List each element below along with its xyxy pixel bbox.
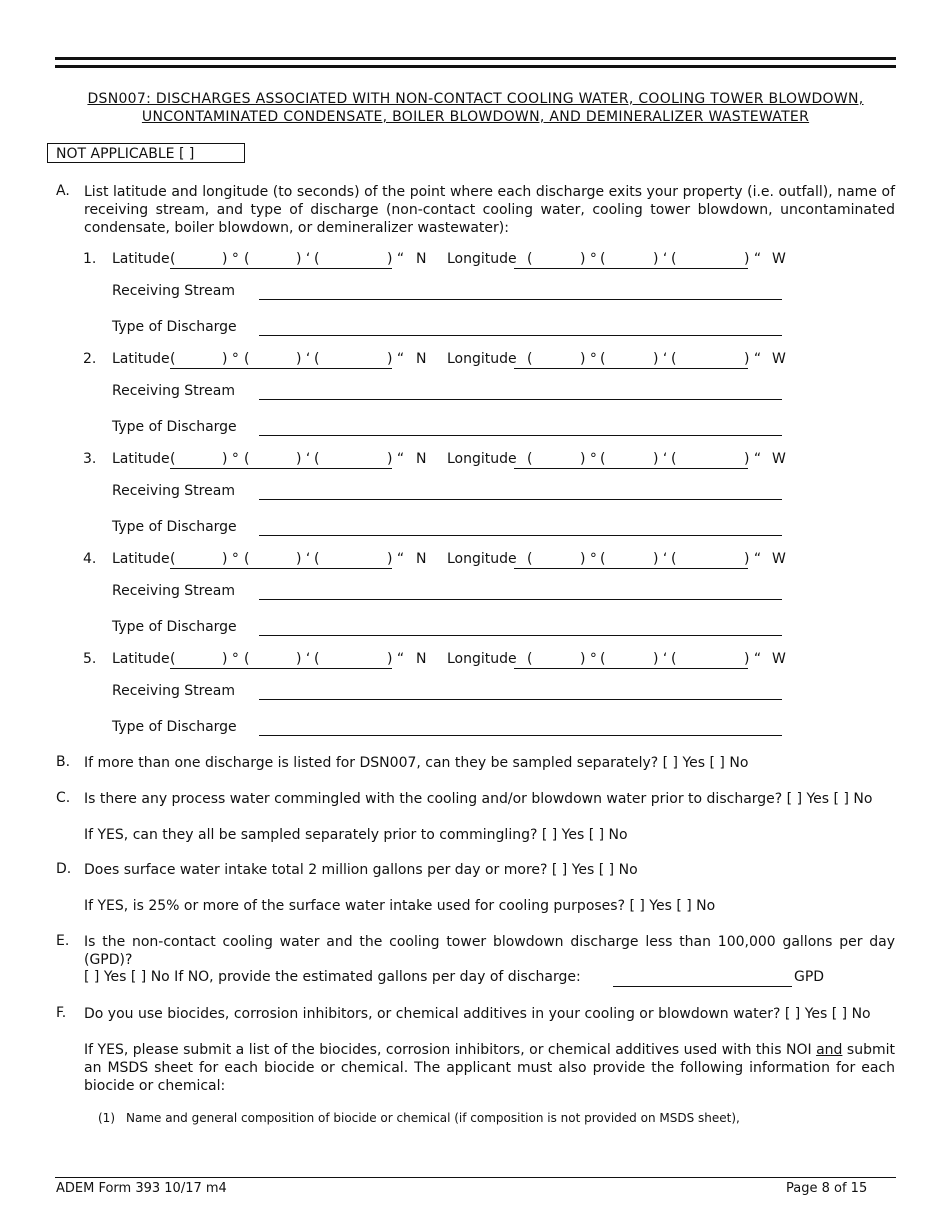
latitude-sec-open: ( [314,251,320,267]
latitude-input-line[interactable] [170,568,392,569]
type-of-discharge-label: Type of Discharge [112,519,237,535]
latitude-min-open: ( [244,351,250,367]
section-f-letter: F. [56,1005,67,1021]
longitude-w: W [772,651,786,667]
latitude-sec-close: ) “ [387,551,405,567]
type-of-discharge-label: Type of Discharge [112,419,237,435]
longitude-min-open: ( [600,651,606,667]
type-of-discharge-input-line[interactable] [259,335,782,336]
longitude-w: W [772,351,786,367]
longitude-sec-open: ( [671,251,677,267]
section-f-question[interactable]: Do you use biocides, corrosion inhibitors, or chemical additives in your cooling or blowdown water? [ ] Yes [ ] No [84,1006,871,1022]
latitude-sec-close: ) “ [387,351,405,367]
longitude-label: Longitude [447,451,517,467]
longitude-min-close: ) ‘ [653,551,668,567]
type-of-discharge-input-line[interactable] [259,435,782,436]
latitude-sec-close: ) “ [387,651,405,667]
latitude-min-close: ) ‘ [296,551,311,567]
section-d-question[interactable]: Does surface water intake total 2 million gallons per day or more? [ ] Yes [ ] No [84,862,638,878]
gpd-input-line[interactable] [613,986,792,987]
latitude-deg-open: ( [170,351,176,367]
longitude-deg-open: ( [527,251,533,267]
gpd-label: GPD [794,969,825,985]
section-b-letter: B. [56,754,71,770]
section-f-instr-and: and [816,1042,843,1058]
longitude-w: W [772,251,786,267]
longitude-min-close: ) ‘ [653,251,668,267]
longitude-sec-close: ) “ [744,451,762,467]
latitude-deg-open: ( [170,551,176,567]
longitude-deg-open: ( [527,551,533,567]
type-of-discharge-label: Type of Discharge [112,619,237,635]
section-c-letter: C. [56,790,71,806]
longitude-sec-open: ( [671,551,677,567]
latitude-n: N [416,351,427,367]
section-a-text: List latitude and longitude (to seconds) of the point where each discharge exits your property (i.e. outfall), name of receiving stream, and type of discharge (non-contact cooling water, cooling tower blowdown, uncontaminated condensate, boiler blowdown, or demineralizer wastewater): [84,184,895,236]
section-a-letter: A. [56,183,70,199]
latitude-min-close: ) ‘ [296,651,311,667]
latitude-min-open: ( [244,451,250,467]
longitude-deg-open: ( [527,451,533,467]
section-header [55,90,896,126]
latitude-label: Latitude [112,551,170,567]
latitude-deg-close: ) ° [222,451,239,467]
discharge-item-number: 4. [83,551,97,567]
section-e-letter: E. [56,933,70,949]
header-line-2: UNCONTAMINATED CONDENSATE, BOILER BLOWDOWN, AND DEMINERALIZER WASTEWATER [141,109,810,125]
longitude-sec-close: ) “ [744,251,762,267]
longitude-label: Longitude [447,351,517,367]
latitude-n: N [416,551,427,567]
section-d-letter: D. [56,861,72,877]
section-d-subquestion[interactable]: If YES, is 25% or more of the surface water intake used for cooling purposes? [ ] Yes [ ] No [84,898,716,914]
type-of-discharge-input-line[interactable] [259,635,782,636]
latitude-n: N [416,451,427,467]
latitude-deg-close: ) ° [222,651,239,667]
latitude-deg-open: ( [170,251,176,267]
receiving-stream-input-line[interactable] [259,299,782,300]
longitude-deg-close: ) ° [580,351,597,367]
section-f-item-1-num: (1) [98,1111,115,1125]
longitude-deg-close: ) ° [580,651,597,667]
footer-page-number: Page 8 of 15 [786,1181,868,1196]
longitude-min-close: ) ‘ [653,351,668,367]
latitude-label: Latitude [112,651,170,667]
type-of-discharge-label: Type of Discharge [112,719,237,735]
longitude-label: Longitude [447,651,517,667]
latitude-sec-close: ) “ [387,251,405,267]
latitude-n: N [416,651,427,667]
receiving-stream-label: Receiving Stream [112,383,235,399]
longitude-sec-close: ) “ [744,651,762,667]
receiving-stream-label: Receiving Stream [112,283,235,299]
longitude-deg-open: ( [527,351,533,367]
longitude-deg-close: ) ° [580,551,597,567]
longitude-min-open: ( [600,351,606,367]
latitude-input-line[interactable] [170,268,392,269]
longitude-w: W [772,451,786,467]
latitude-deg-close: ) ° [222,351,239,367]
section-e-subquestion[interactable]: [ ] Yes [ ] No If NO, provide the estimated gallons per day of discharge: [84,969,581,985]
section-e-question: Is the non-contact cooling water and the cooling tower blowdown discharge less than 100,000 gallons per day (GPD)? [84,934,895,968]
longitude-input-line[interactable] [514,468,748,469]
longitude-sec-close: ) “ [744,351,762,367]
longitude-w: W [772,551,786,567]
longitude-label: Longitude [447,251,517,267]
latitude-sec-open: ( [314,451,320,467]
receiving-stream-input-line[interactable] [259,699,782,700]
latitude-min-close: ) ‘ [296,351,311,367]
section-f-item-1: Name and general composition of biocide or chemical (if composition is not provided on MSDS sheet), [126,1111,740,1125]
receiving-stream-input-line[interactable] [259,499,782,500]
latitude-label: Latitude [112,251,170,267]
longitude-min-open: ( [600,551,606,567]
longitude-deg-open: ( [527,651,533,667]
longitude-min-close: ) ‘ [653,651,668,667]
discharge-item-number: 2. [83,351,97,367]
section-c-subquestion[interactable]: If YES, can they all be sampled separately prior to commingling? [ ] Yes [ ] No [84,827,628,843]
latitude-sec-close: ) “ [387,451,405,467]
latitude-input-line[interactable] [170,468,392,469]
receiving-stream-label: Receiving Stream [112,483,235,499]
longitude-input-line[interactable] [514,268,748,269]
longitude-input-line[interactable] [514,668,748,669]
longitude-sec-open: ( [671,451,677,467]
latitude-label: Latitude [112,451,170,467]
discharge-item-number: 5. [83,651,97,667]
latitude-min-close: ) ‘ [296,251,311,267]
latitude-sec-open: ( [314,351,320,367]
longitude-sec-open: ( [671,651,677,667]
discharge-item-number: 1. [83,251,97,267]
header-line-1: DSN007: DISCHARGES ASSOCIATED WITH NON-CONTACT COOLING WATER, COOLING TOWER BLOWDOWN, [87,91,864,107]
latitude-deg-close: ) ° [222,551,239,567]
latitude-min-open: ( [244,551,250,567]
longitude-min-close: ) ‘ [653,451,668,467]
receiving-stream-input-line[interactable] [259,599,782,600]
longitude-input-line[interactable] [514,568,748,569]
receiving-stream-label: Receiving Stream [112,683,235,699]
not-applicable-checkbox[interactable]: NOT APPLICABLE [ ] [47,143,245,163]
latitude-sec-open: ( [314,651,320,667]
latitude-min-open: ( [244,251,250,267]
longitude-sec-open: ( [671,351,677,367]
latitude-input-line[interactable] [170,368,392,369]
longitude-min-open: ( [600,451,606,467]
latitude-label: Latitude [112,351,170,367]
receiving-stream-input-line[interactable] [259,399,782,400]
section-f-instr-post: submit an MSDS sheet for each biocide or chemical. The applicant must also provide the following information for each biocide or chemical: [84,1042,895,1094]
section-f-instructions [84,1041,895,1095]
receiving-stream-label: Receiving Stream [112,583,235,599]
longitude-deg-close: ) ° [580,251,597,267]
latitude-n: N [416,251,427,267]
section-f-instr-pre: If YES, please submit a list of the biocides, corrosion inhibitors, or chemical additives used with this NOI [84,1042,817,1058]
latitude-min-open: ( [244,651,250,667]
section-b-question[interactable]: If more than one discharge is listed for DSN007, can they be sampled separately? [ ] Yes [ ] No [84,755,749,771]
section-c-question[interactable]: Is there any process water commingled with the cooling and/or blowdown water prior to discharge? [ ] Yes [ ] No [84,791,873,807]
longitude-sec-close: ) “ [744,551,762,567]
latitude-deg-close: ) ° [222,251,239,267]
longitude-label: Longitude [447,551,517,567]
discharge-item-number: 3. [83,451,97,467]
footer-rule [55,1177,896,1178]
longitude-deg-close: ) ° [580,451,597,467]
type-of-discharge-input-line[interactable] [259,735,782,736]
latitude-deg-open: ( [170,651,176,667]
footer-form-id: ADEM Form 393 10/17 m4 [56,1181,227,1196]
top-rule-thin [55,65,896,68]
type-of-discharge-input-line[interactable] [259,535,782,536]
type-of-discharge-label: Type of Discharge [112,319,237,335]
latitude-input-line[interactable] [170,668,392,669]
latitude-min-close: ) ‘ [296,451,311,467]
latitude-sec-open: ( [314,551,320,567]
top-rule-thick [55,57,896,60]
longitude-input-line[interactable] [514,368,748,369]
latitude-deg-open: ( [170,451,176,467]
longitude-min-open: ( [600,251,606,267]
